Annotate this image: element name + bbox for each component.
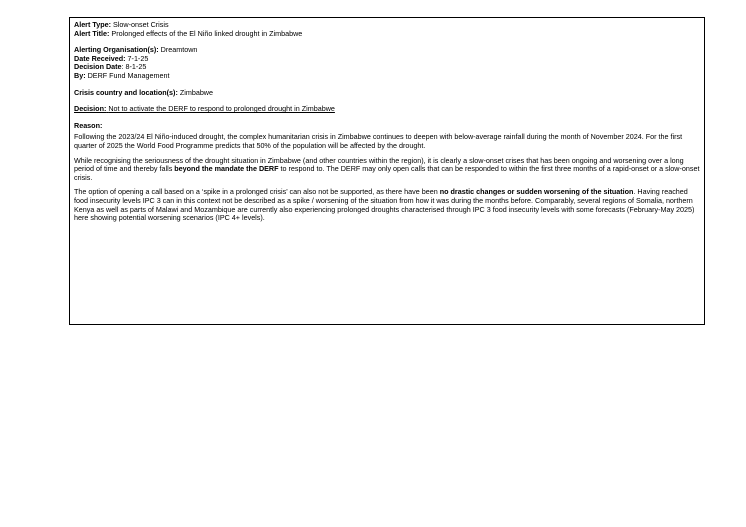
reason-p3-emphasis: no drastic changes or sudden worsening of the situation: [439, 187, 634, 197]
reason-paragraph-2: [74, 157, 700, 183]
date-received-value: 7-1-25: [127, 53, 149, 63]
alerting-org-value: Dreamtown: [160, 45, 198, 55]
reason-p3-part-c: . Having reached food insecurity levels IPC 3 can in this context not be described as a spike / worsening of the situation from how it was during the months before. Comparably, several regions of Somalia, northern Kenya as well as parts of Malawi and Mozambique are currently also experiencing prolonged droughts characterised through IPC 3 food insecurity levels with some forecasts (February-May 2025) here showing potential worsening scenarios (IPC 4+ levels).: [74, 187, 695, 223]
decision-label: Decision:: [74, 104, 107, 114]
date-received-line: [74, 55, 700, 64]
reason-heading-text: Reason:: [74, 120, 103, 130]
date-received-label: Date Received:: [74, 53, 126, 63]
alert-title-label: Alert Title:: [74, 28, 110, 38]
reason-paragraph-1: Following the 2023/24 El Niño-induced drought, the complex humanitarian crisis in Zimbabwe continues to deepen with below-average rainfall during the month of November 2024. For the first quarter of 2025 the World Food Programme predicts that 50% of the population will be affected by the drought.: [74, 132, 683, 150]
reason-p2-part-a: While recognising the seriousness of the drought situation in Zimbabwe (and other countries within the region), it is clearly a slow-onset crises that has been ongoing and worsening over a long period of time and thereby falls: [74, 155, 684, 174]
reason-p2-part-c: to respond to. The DERF may only open calls that can be responded to within the first three months of a rapid-onset or a slow-onset crisis.: [74, 164, 700, 182]
crisis-location-label: Crisis country and location(s):: [74, 87, 178, 97]
alert-title-line: [74, 30, 700, 39]
reason-p3-part-a: The option of opening a call based on a ‘spike in a prolonged crisis’ can also not be supported, as there have been: [74, 187, 440, 197]
alert-type-value: Slow-onset Crisis: [113, 20, 169, 29]
reason-paragraph-3: [74, 188, 700, 222]
decision-value: Not to activate the DERF to respond to prolonged drought in Zimbabwe: [108, 104, 335, 114]
by-value: DERF Fund Management: [87, 70, 170, 80]
decision-line: [74, 105, 700, 114]
by-line: [74, 72, 700, 81]
alerting-org-line: [74, 46, 700, 55]
alerting-org-label: Alerting Organisation(s):: [74, 45, 159, 55]
alert-type-label: Alert Type:: [74, 20, 112, 29]
alert-title-value: Prolonged effects of the El Niño linked drought in Zimbabwe: [111, 28, 303, 38]
decision-date-label: Decision Date: [74, 62, 122, 72]
decision-document-box: [69, 17, 705, 325]
by-label: By:: [74, 70, 86, 80]
crisis-location-value: Zimbabwe: [179, 87, 213, 97]
reason-p2-emphasis: beyond the mandate the DERF: [174, 164, 279, 174]
crisis-location-line: [74, 89, 700, 98]
reason-heading: [74, 122, 700, 131]
decision-date-value: : 8-1-25: [121, 62, 147, 72]
